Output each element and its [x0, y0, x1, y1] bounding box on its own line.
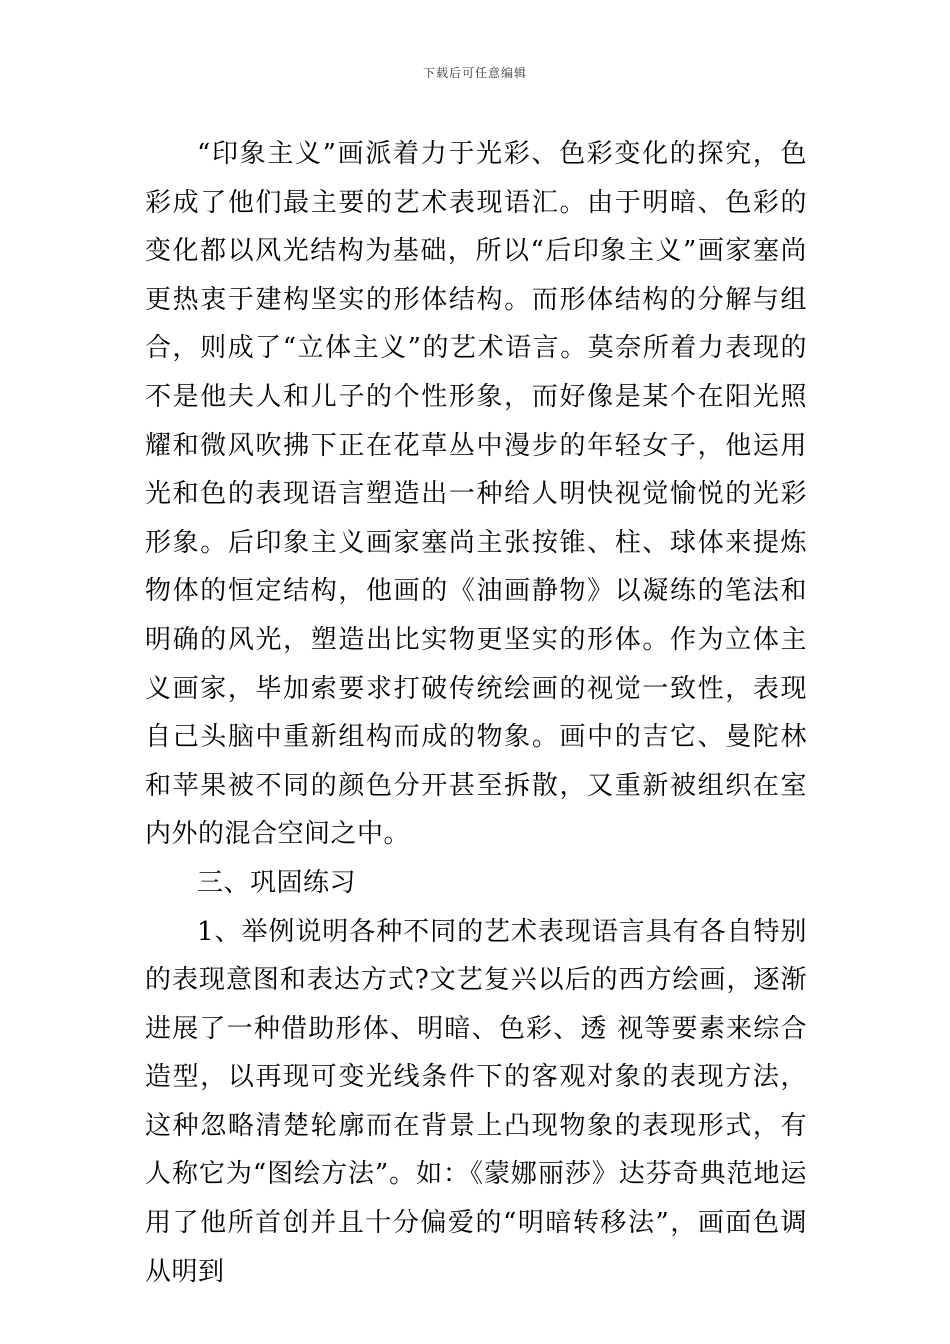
document-body — [145, 130, 807, 1296]
paragraph-exercise-1: 1、举例说明各种不同的艺术表现语言具有各自特别的表现意图和表达方式?文艺复兴以后的西方绘画，逐渐进展了一种借助形体、明暗、色彩、透 视等要素来综合造型，以再现可变光线条件下的客观对象的表现方法，这种忽略清楚轮廓而在背景上凸现物象的表现形式，有人称它为“图绘方法”。如：《蒙娜丽莎》达芬奇典范地运用了他所首创并且十分偏爱的“明暗转移法”，画面色调从明到 — [145, 916, 807, 1287]
page-header: 下载后可任意编辑 — [422, 66, 527, 80]
paragraph-impressionism: “印象主义”画派着力于光彩、色彩变化的探究，色彩成了他们最主要的艺术表现语汇。由于明暗、色彩的变化都以风光结构为基础，所以“后印象主义”画家塞尚更热衷于建构坚实的形体结构。而形体结构的分解与组合，则成了“立体主义”的艺术语言。莫奈所着力表现的不是他夫人和儿子的个性形象，而好像是某个在阳光照耀和微风吹拂下正在花草丛中漫步的年轻女子，他运用光和色的表现语言塑造出一种给人明快视觉愉悦的光彩形象。后印象主义画家塞尚主张按锥、柱、球体来提炼物体的恒定结构，他画的《油画静物》以凝练的笔法和明确的风光，塑造出比实物更坚实的形体。作为立体主义画家，毕加索要求打破传统绘画的视觉一致性，表现自己头脑中重新组构而成的物象。画中的吉它、曼陀林和苹果被不同的颜色分开甚至拆散，又重新被组织在室内外的混合空间之中。 — [145, 139, 807, 850]
section-title: 三、巩固练习 — [197, 867, 357, 898]
